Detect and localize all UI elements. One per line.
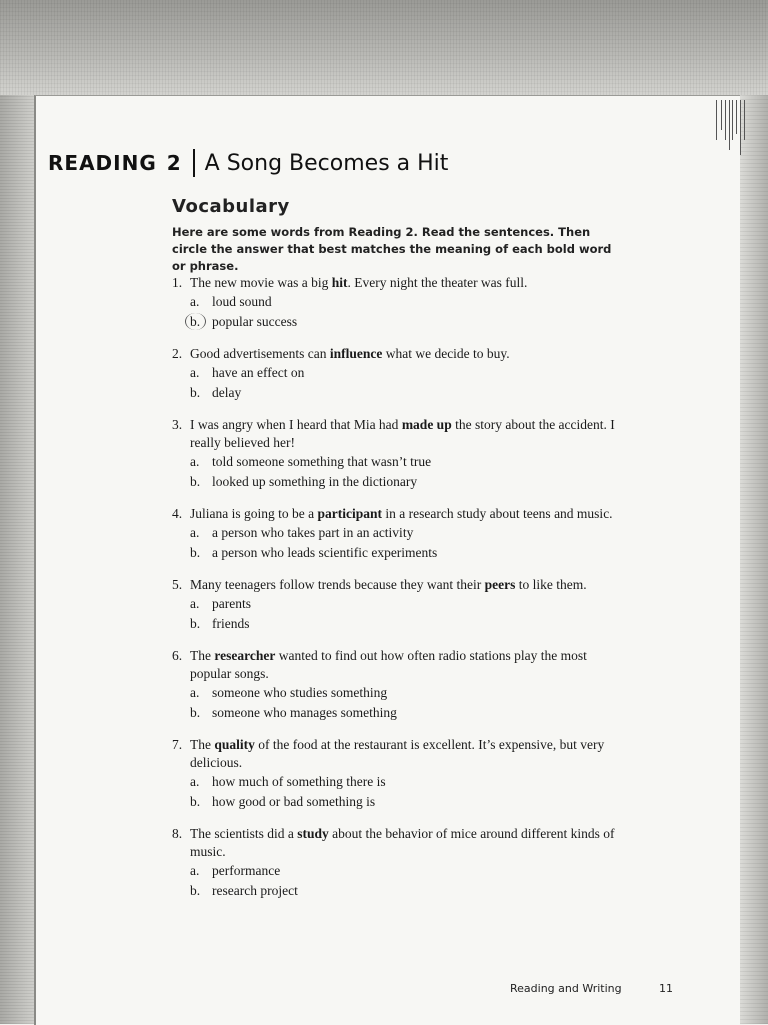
- option-letter: b.: [190, 385, 201, 400]
- question-list: [172, 274, 622, 901]
- option-letter: a.: [190, 685, 200, 700]
- option-letter: a.: [190, 525, 200, 540]
- question-text: [190, 647, 622, 683]
- answer-option: [172, 861, 622, 881]
- option-text: looked up something in the dictionary: [212, 474, 418, 489]
- reading-header: [48, 145, 448, 181]
- option-letter: b.: [190, 616, 201, 631]
- question-text-after: about the behavior of mice around different kinds of music.: [190, 826, 615, 859]
- question-item: [172, 825, 622, 901]
- question-text-before: Juliana is going to be a: [190, 506, 318, 521]
- question-text-after: . Every night the theater was full.: [347, 275, 528, 290]
- option-text: told someone something that wasn’t true: [212, 454, 432, 469]
- question-item: [172, 647, 622, 723]
- option-text: someone who studies something: [212, 685, 388, 700]
- option-text: research project: [212, 883, 298, 898]
- option-letter: b.: [190, 883, 201, 898]
- circled-option-letter: b.: [190, 312, 200, 332]
- question-item: [172, 345, 622, 403]
- vocabulary-word: participant: [317, 506, 382, 521]
- answer-option: [172, 523, 622, 543]
- vocabulary-word: hit: [331, 275, 348, 290]
- option-letter: a.: [190, 863, 200, 878]
- option-text: how much of something there is: [212, 774, 386, 789]
- question-text-after: what we decide to buy.: [382, 346, 510, 361]
- option-letter: b.: [190, 545, 201, 560]
- vocabulary-word: researcher: [214, 648, 276, 663]
- question-text-after: in a research study about teens and music.: [382, 506, 613, 521]
- vocabulary-word: influence: [329, 346, 383, 361]
- option-text: parents: [212, 596, 251, 611]
- option-text: friends: [212, 616, 250, 631]
- answer-option: [172, 703, 622, 723]
- option-text: a person who takes part in an activity: [212, 525, 414, 540]
- option-text: how good or bad something is: [212, 794, 376, 809]
- reading-label: READING: [48, 151, 157, 175]
- section-title: Vocabulary: [172, 196, 290, 217]
- question-item: [172, 416, 622, 492]
- question-number: 6.: [172, 648, 183, 663]
- question-text: [190, 345, 622, 363]
- question-number: 3.: [172, 417, 183, 432]
- answer-option: [172, 594, 622, 614]
- question-number: 2.: [172, 346, 183, 361]
- answer-option: [172, 472, 622, 492]
- question-text: [190, 416, 622, 452]
- option-letter: a.: [190, 365, 200, 380]
- question-text: [190, 825, 622, 861]
- question-text-after: the story about the accident. I really believed her!: [190, 417, 615, 450]
- option-letter: a.: [190, 294, 200, 309]
- page-number: 11: [659, 982, 673, 995]
- header-divider: [193, 149, 195, 177]
- question-text-before: The: [190, 737, 215, 752]
- scan-shadow-left: [0, 95, 34, 1024]
- option-text: performance: [212, 863, 281, 878]
- question-text-after: of the food at the restaurant is excellent. It’s expensive, but very delicious.: [190, 737, 605, 770]
- question-text-after: to like them.: [515, 577, 587, 592]
- answer-option: [172, 881, 622, 901]
- option-letter: a.: [190, 454, 200, 469]
- vocabulary-word: peers: [484, 577, 516, 592]
- question-number: 5.: [172, 577, 183, 592]
- option-letter: b.: [190, 794, 201, 809]
- question-text-before: The scientists did a: [190, 826, 298, 841]
- option-text: delay: [212, 385, 242, 400]
- option-letter: a.: [190, 774, 200, 789]
- answer-option: [172, 292, 622, 312]
- question-text-before: The: [190, 648, 215, 663]
- answer-option: [172, 363, 622, 383]
- option-text: loud sound: [212, 294, 272, 309]
- page-edge-marks: [712, 100, 752, 160]
- question-number: 1.: [172, 275, 183, 290]
- question-text: [190, 505, 622, 523]
- instructions: Here are some words from Reading 2. Read the sentences. Then circle the answer that best matches the meaning of each bold word or phrase.: [172, 225, 612, 273]
- option-letter: b.: [190, 474, 201, 489]
- footer-text: Reading and Writing: [510, 982, 622, 995]
- answer-option: [172, 614, 622, 634]
- option-letter: b.: [190, 705, 201, 720]
- question-text-after: wanted to find out how often radio stations play the most popular songs.: [190, 648, 587, 681]
- vocabulary-word: made up: [401, 417, 452, 432]
- vocabulary-word: quality: [214, 737, 255, 752]
- option-text: someone who manages something: [212, 705, 397, 720]
- scan-shadow-right: [738, 95, 768, 1024]
- option-text: have an effect on: [212, 365, 305, 380]
- question-text: [190, 736, 622, 772]
- option-text: a person who leads scientific experiments: [212, 545, 438, 560]
- option-letter: a.: [190, 596, 200, 611]
- question-text-before: I was angry when I heard that Mia had: [190, 417, 402, 432]
- question-text-before: Good advertisements can: [190, 346, 330, 361]
- question-number: 8.: [172, 826, 183, 841]
- question-number: 4.: [172, 506, 183, 521]
- question-number: 7.: [172, 737, 183, 752]
- vocabulary-word: study: [297, 826, 329, 841]
- option-text: popular success: [212, 314, 298, 329]
- answer-option: [172, 683, 622, 703]
- question-item: [172, 505, 622, 563]
- answer-option: [172, 312, 622, 332]
- question-text-before: Many teenagers follow trends because they want their: [190, 577, 485, 592]
- scan-shadow-top: [0, 0, 768, 100]
- question-text: [190, 576, 622, 594]
- reading-title: A Song Becomes a Hit: [204, 150, 449, 176]
- answer-option: [172, 452, 622, 472]
- question-text-before: The new movie was a big: [190, 275, 332, 290]
- answer-option: [172, 383, 622, 403]
- question-item: [172, 274, 622, 332]
- question-item: [172, 736, 622, 812]
- answer-option: [172, 772, 622, 792]
- reading-number: 2: [166, 151, 181, 175]
- question-item: [172, 576, 622, 634]
- answer-option: [172, 543, 622, 563]
- question-text: [190, 274, 622, 292]
- answer-option: [172, 792, 622, 812]
